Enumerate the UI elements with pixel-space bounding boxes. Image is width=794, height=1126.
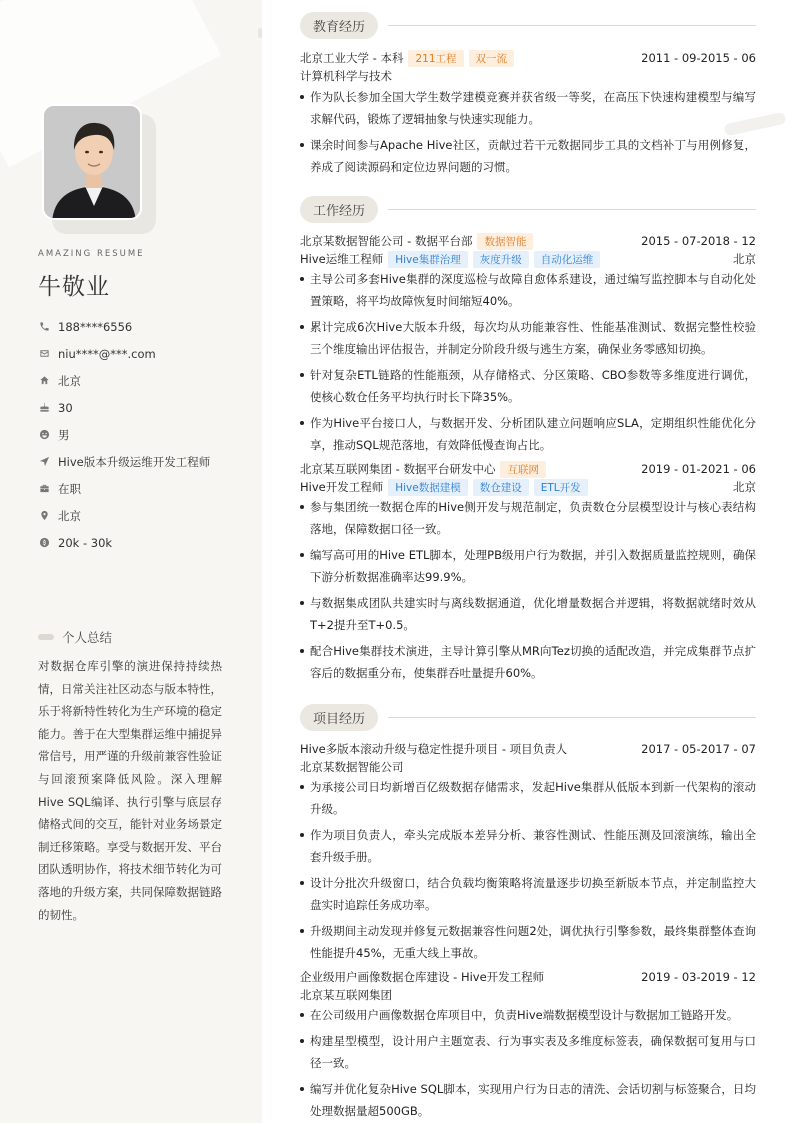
- company-name: 北京某互联网集团 - 数据平台研发中心: [300, 462, 496, 476]
- decorative-shape: [258, 28, 262, 38]
- skill-tag: Hive集群治理: [388, 251, 468, 268]
- school-name: 北京工业大学 - 本科: [300, 51, 404, 65]
- list-item: 针对复杂ETL链路的性能瓶颈，从存储格式、分区策略、CBO参数等多维度进行调优，使核心数仓任务平均执行时长下降35%。: [300, 364, 756, 408]
- list-item: 作为Hive平台接口人，与数据开发、分析团队建立问题响应SLA，定期组织性能优化分享，推动SQL规范落地，有效降低慢查询占比。: [300, 412, 756, 456]
- list-item: 升级期间主动发现并修复元数据兼容性问题2处，调优执行引擎参数，最终集群整体查询性能提升45%，无重大线上事故。: [300, 920, 756, 964]
- skill-tag: 自动化运维: [534, 251, 601, 268]
- home-icon: [38, 375, 50, 387]
- profile-photo: [42, 104, 142, 220]
- project-bullets: [300, 1004, 756, 1126]
- skill-tag: Hive数据建模: [388, 479, 468, 496]
- info-status-text: 在职: [58, 481, 81, 496]
- list-item: 作为项目负责人，牵头完成版本差异分析、兼容性测试、性能压测及回滚演练，输出全套升级手册。: [300, 824, 756, 868]
- info-status: [38, 475, 210, 502]
- person-portrait-icon: [44, 106, 142, 220]
- job-city: 北京: [733, 252, 756, 266]
- list-item: 主导公司多套Hive集群的深度巡检与故障自愈体系建设，通过编写监控脚本与自动化处置策略，将平均故障恢复时间缩短40%。: [300, 268, 756, 312]
- project-header: [300, 740, 756, 758]
- money-icon: [38, 537, 50, 549]
- list-item: 作为队长参加全国大学生数学建模竞赛并获省级一等奖，在高压下快速构建模型与编写求解代码，锻炼了逻辑抽象与快速实现能力。: [300, 86, 756, 130]
- job-bullets: [300, 268, 756, 460]
- info-age: [38, 394, 210, 421]
- info-gender-text: 男: [58, 427, 70, 442]
- info-location-text: 北京: [58, 508, 81, 523]
- list-item: 编写并优化复杂Hive SQL脚本，实现用户行为日志的清洗、会话切割与标签聚合，日均处理数据量超500GB。: [300, 1078, 756, 1122]
- section-education-header: [300, 12, 756, 39]
- skill-tag: 灰度升级: [473, 251, 529, 268]
- project-org-row: [300, 986, 756, 1004]
- skill-tag: 数仓建设: [473, 479, 529, 496]
- face-icon: [38, 429, 50, 441]
- project-org: 北京某数据智能公司: [300, 760, 404, 774]
- info-salary: [38, 529, 210, 556]
- resume-tagline: AMAZING RESUME: [38, 249, 145, 259]
- project-name: 企业级用户画像数据仓库建设 - Hive开发工程师: [300, 970, 545, 984]
- list-item: 在公司级用户画像数据仓库项目中，负责Hive端数据模型设计与数据加工链路开发。: [300, 1004, 756, 1026]
- info-salary-text: 20k - 30k: [58, 535, 113, 550]
- sidebar: [0, 0, 262, 1123]
- section-title: 工作经历: [300, 196, 378, 223]
- section-divider: [388, 717, 756, 718]
- job-role: Hive开发工程师: [300, 480, 384, 494]
- section-divider: [388, 209, 756, 210]
- job-period: 2015 - 07-2018 - 12: [641, 234, 756, 248]
- info-phone: [38, 313, 210, 340]
- list-item: 累计完成6次Hive大版本升级，每次均从功能兼容性、性能基准测试、数据完整性校验三个维度输出评估报告，并制定分阶段升级与逃生方案，确保业务零感知切换。: [300, 316, 756, 360]
- section-work-header: [300, 196, 756, 223]
- job-role-row: [300, 250, 756, 268]
- info-gender: [38, 421, 210, 448]
- education-bullets: [300, 86, 756, 182]
- list-item: 与数据集成团队共建实时与离线数据通道，优化增量数据合并逻辑，将数据就绪时效从T+2提升至T+0.5。: [300, 592, 756, 636]
- job-header: [300, 232, 756, 250]
- list-item: 参与集团统一数据仓库的Hive侧开发与规范制定，负责数仓分层模型设计与核心表结构落地，保障数据口径一致。: [300, 496, 756, 540]
- info-target-position: [38, 448, 210, 475]
- list-item: 配合Hive集群技术演进，主导计算引擎从MR向Tez切换的适配改造，并完成集群节点扩容后的数据重分布，使集群吞吐量提升60%。: [300, 640, 756, 684]
- info-target-position-text: Hive版本升级运维开发工程师: [58, 454, 211, 469]
- job-period: 2019 - 01-2021 - 06: [641, 462, 756, 476]
- summary-heading: [38, 628, 112, 646]
- summary-title: 个人总结: [62, 630, 113, 645]
- list-item: 构建星型模型，设计用户主题宽表、行为事实表及多维度标签表，确保数据可复用与口径一致。: [300, 1030, 756, 1074]
- section-divider: [388, 25, 756, 26]
- list-item: 设计分批次升级窗口，结合负载均衡策略将流量逐步切换至新版本节点，并定制监控大盘实时追踪任务成功率。: [300, 872, 756, 916]
- info-email: [38, 340, 210, 367]
- info-age-text: 30: [58, 400, 73, 415]
- info-home: [38, 367, 210, 394]
- school-tag: 211工程: [408, 50, 463, 67]
- info-location: [38, 502, 210, 529]
- candidate-name: 牛敬业: [38, 274, 110, 300]
- project-name: Hive多版本滚动升级与稳定性提升项目 - 项目负责人: [300, 742, 568, 756]
- summary-text: 对数据仓库引擎的演进保持持续热情，日常关注社区动态与版本特性，乐于将新特性转化为生产环境的稳定能力。善于在大型集群运维中捕捉异常信号，用严谨的升级前兼容性验证与回滚预案降低风险。深入理解Hive SQL编译、执行引擎与底层存储格式间的交互，能针对业务场景定制迁移策略。享受与数据开发、平台团队透明协作，将技术细节转化为可落地的升级方案，共同保障数据链路的韧性。: [38, 659, 222, 922]
- project-org: 北京某互联网集团: [300, 988, 392, 1002]
- cake-icon: [38, 402, 50, 414]
- phone-icon: [38, 321, 50, 333]
- summary-heading-bar: [38, 634, 54, 640]
- project-org-row: [300, 758, 756, 776]
- send-icon: [38, 456, 50, 468]
- job-role: Hive运维工程师: [300, 252, 384, 266]
- project-period: 2019 - 03-2019 - 12: [641, 970, 756, 984]
- avatar: [42, 104, 142, 220]
- project-period: 2017 - 05-2017 - 07: [641, 742, 756, 756]
- job-role-row: [300, 478, 756, 496]
- info-email-text: niu****@***.com: [58, 346, 156, 361]
- company-tag: 数据智能: [477, 233, 533, 250]
- section-title: 教育经历: [300, 12, 378, 39]
- briefcase-icon: [38, 483, 50, 495]
- school-tag: 双一流: [469, 50, 515, 67]
- major-name: 计算机科学与技术: [300, 69, 392, 83]
- company-name: 北京某数据智能公司 - 数据平台部: [300, 234, 473, 248]
- section-title: 项目经历: [300, 704, 378, 731]
- location-icon: [38, 510, 50, 522]
- job-header: [300, 460, 756, 478]
- list-item: 编写高可用的Hive ETL脚本，处理PB级用户行为数据，并引入数据质量监控规则，确保下游分析数据准确率达99.9%。: [300, 544, 756, 588]
- info-home-text: 北京: [58, 373, 81, 388]
- company-tag: 互联网: [500, 461, 546, 478]
- project-bullets: [300, 776, 756, 968]
- education-period: 2011 - 09-2015 - 06: [641, 51, 756, 65]
- mail-icon: [38, 348, 50, 360]
- project-header: [300, 968, 756, 986]
- skill-tag: ETL开发: [534, 479, 588, 496]
- section-projects-header: [300, 704, 756, 731]
- contact-info-list: [38, 313, 210, 556]
- info-phone-text: 188****6556: [58, 319, 133, 334]
- job-bullets: [300, 496, 756, 688]
- list-item: 课余时间参与Apache Hive社区，贡献过若干元数据同步工具的文档补丁与用例修复，养成了阅读源码和定位边界问题的习惯。: [300, 134, 756, 178]
- job-city: 北京: [733, 480, 756, 494]
- list-item: 为承接公司日均新增百亿级数据存储需求，发起Hive集群从低版本到新一代架构的滚动升级。: [300, 776, 756, 820]
- education-major-row: [300, 67, 756, 85]
- education-entry-header: [300, 49, 756, 67]
